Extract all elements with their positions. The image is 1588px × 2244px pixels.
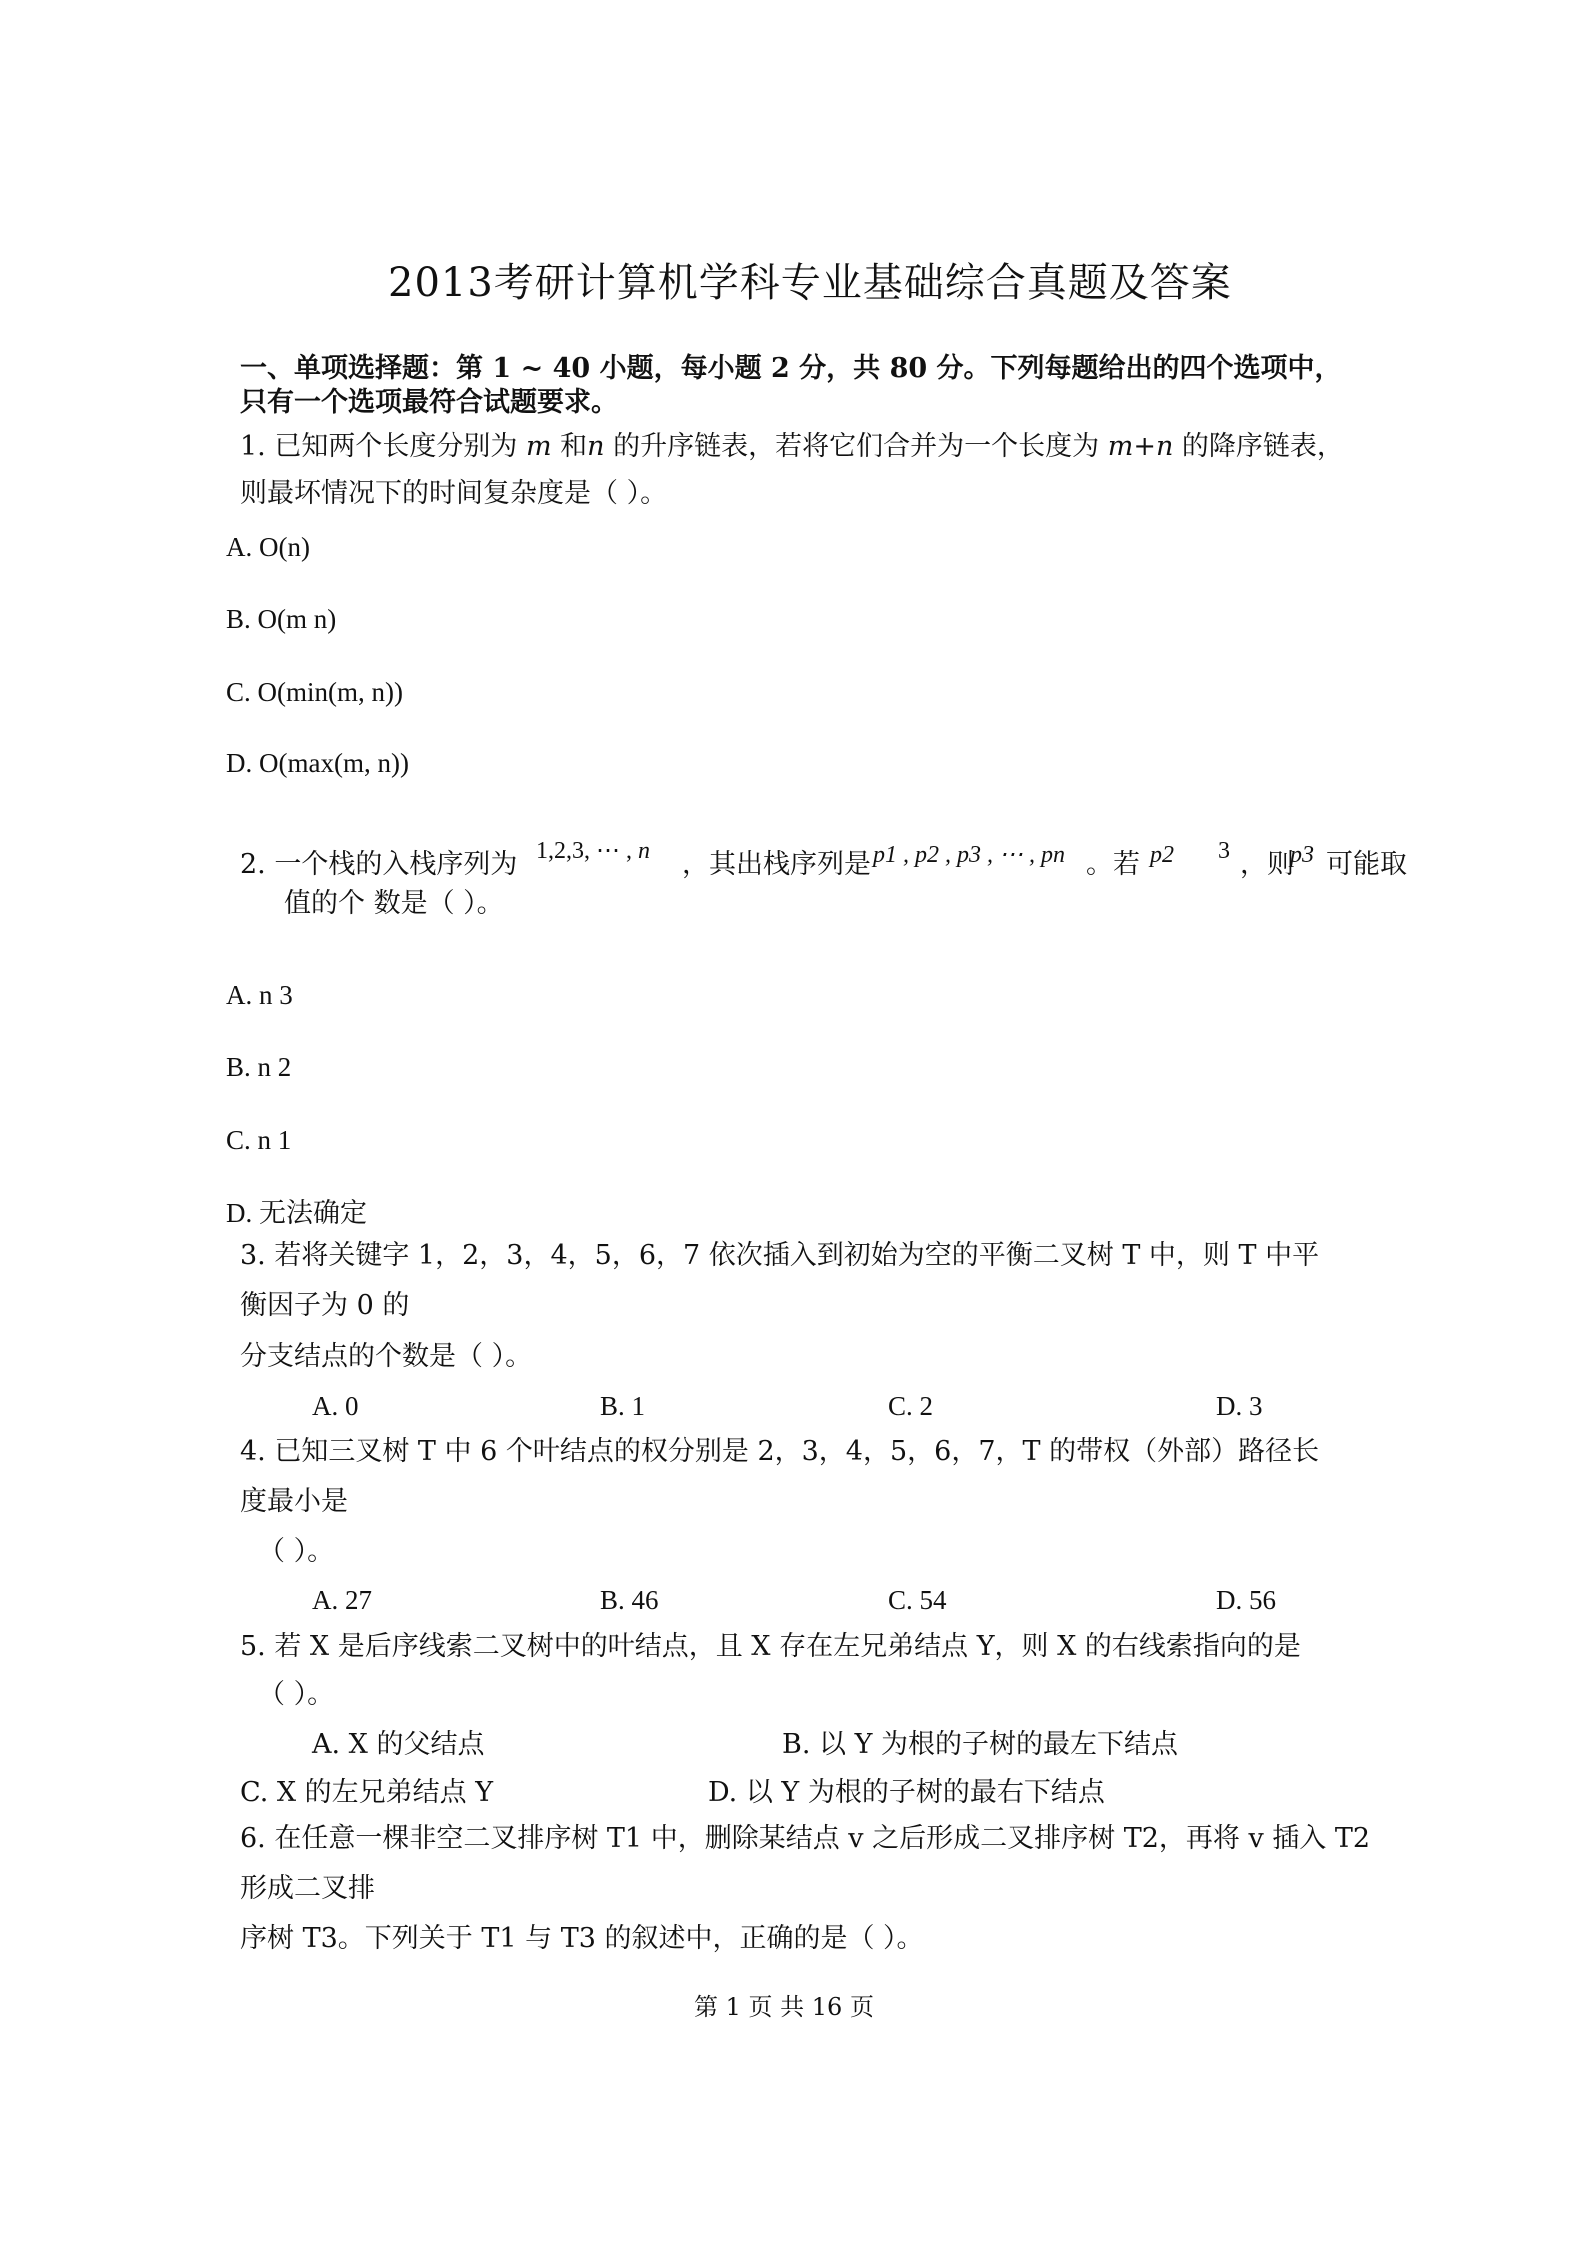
q3-line-1: 3. 若将关键字 1，2，3，4，5，6，7 依次插入到初始为空的平衡二叉树 T 中，则 T 中平 [240,1240,1320,1271]
q3-option-d: D. 3 [1216,1391,1263,1421]
q1-option-d: D. O(max(m, n)) [226,748,409,778]
q4-option-d: D. 56 [1216,1585,1276,1615]
q2-p2: p2 [1150,842,1174,868]
q2-text-d: ，则 [1240,849,1294,880]
section-heading-line-2: 只有一个选项最符合试题要求。 [240,387,618,418]
q5-line-2: （ ）。 [258,1679,335,1710]
q5-option-d: D. 以 Y 为根的子树的最右下结点 [708,1777,1105,1808]
q4-option-c: C. 54 [888,1585,947,1615]
q1-text-b: 和 [551,431,588,462]
q3-line-2: 衡因子为 0 的 [240,1290,410,1321]
q1-var-m: m [525,431,552,462]
q2-three: 3 [1218,838,1230,864]
q2-option-d: D. 无法确定 [226,1198,367,1228]
q1-var-m2: m [1107,431,1134,462]
q1-text-d: 的降序链表， [1173,431,1344,462]
q2-text-c: 。若 [1086,849,1140,880]
q4-line-2: 度最小是 [240,1486,348,1517]
q1-option-b: B. O(m n) [226,604,337,634]
q2-line-2: 值的个 数是（ ）。 [284,888,504,919]
q3-option-b: B. 1 [600,1391,646,1421]
q6-line-1: 6. 在任意一棵非空二叉排序树 T1 中，删除某结点 v 之后形成二叉排序树 T2，再将 v 插入 T2 [240,1823,1371,1854]
q1-var-n2: n [1155,431,1174,462]
q6-line-2: 形成二叉排 [240,1873,375,1904]
q2-text-b: ，其出栈序列是 [682,849,871,880]
section-heading-line-1: 一、单项选择题：第 1 ~ 40 小题，每小题 2 分，共 80 分。下列每题给出的四个选项中， [240,353,1342,384]
q2-option-a: A. n 3 [226,980,293,1010]
page-title: 2013考研计算机学科专业基础综合真题及答案 [388,260,1232,306]
page-number-footer: 第 1 页 共 16 页 [694,1993,874,2021]
q2-option-b: B. n 2 [226,1052,292,1082]
q2-text-e: 可能取 [1326,849,1407,880]
q2-output-sequence: p1 , p2 , p3 , ⋯ , pn [873,842,1065,868]
q5-option-b: B. 以 Y 为根的子树的最左下结点 [782,1729,1178,1760]
q1-plus: + [1133,431,1156,462]
q3-line-3: 分支结点的个数是（ ）。 [240,1341,533,1372]
q4-line-1: 4. 已知三叉树 T 中 6 个叶结点的权分别是 2，3，4，5，6，7，T 的带权（外部）路径长 [240,1436,1320,1467]
q1-text-a: 1. 已知两个长度分别为 [240,431,526,462]
q1-option-c: C. O(min(m, n)) [226,677,403,707]
q1-line-2: 则最坏情况下的时间复杂度是（ ）。 [240,478,668,509]
q3-option-a: A. 0 [312,1391,359,1421]
q6-line-3: 序树 T3。下列关于 T1 与 T3 的叙述中，正确的是（ ）。 [240,1923,924,1954]
q5-option-a: A. X 的父结点 [312,1729,485,1760]
q4-line-3: （ ）。 [258,1536,335,1567]
q1-text-c: 的升序链表，若将它们合并为一个长度为 [604,431,1108,462]
q5-line-1: 5. 若 X 是后序线索二叉树中的叶结点，且 X 存在左兄弟结点 Y，则 X 的右线索指向的是 [240,1631,1301,1662]
q4-option-b: B. 46 [600,1585,659,1615]
q2-input-sequence: 1,2,3, ⋯ , n [536,838,650,864]
q2-option-c: C. n 1 [226,1125,292,1155]
q4-option-a: A. 27 [312,1585,372,1615]
q2-text-a: 2. 一个栈的入栈序列为 [240,849,518,880]
q1-var-n: n [587,431,605,462]
q1-line-1 [240,430,1344,464]
q5-option-c: C. X 的左兄弟结点 Y [240,1777,494,1808]
q2-p3: p3 [1290,842,1314,868]
q3-option-c: C. 2 [888,1391,934,1421]
q1-option-a: A. O(n) [226,532,310,562]
